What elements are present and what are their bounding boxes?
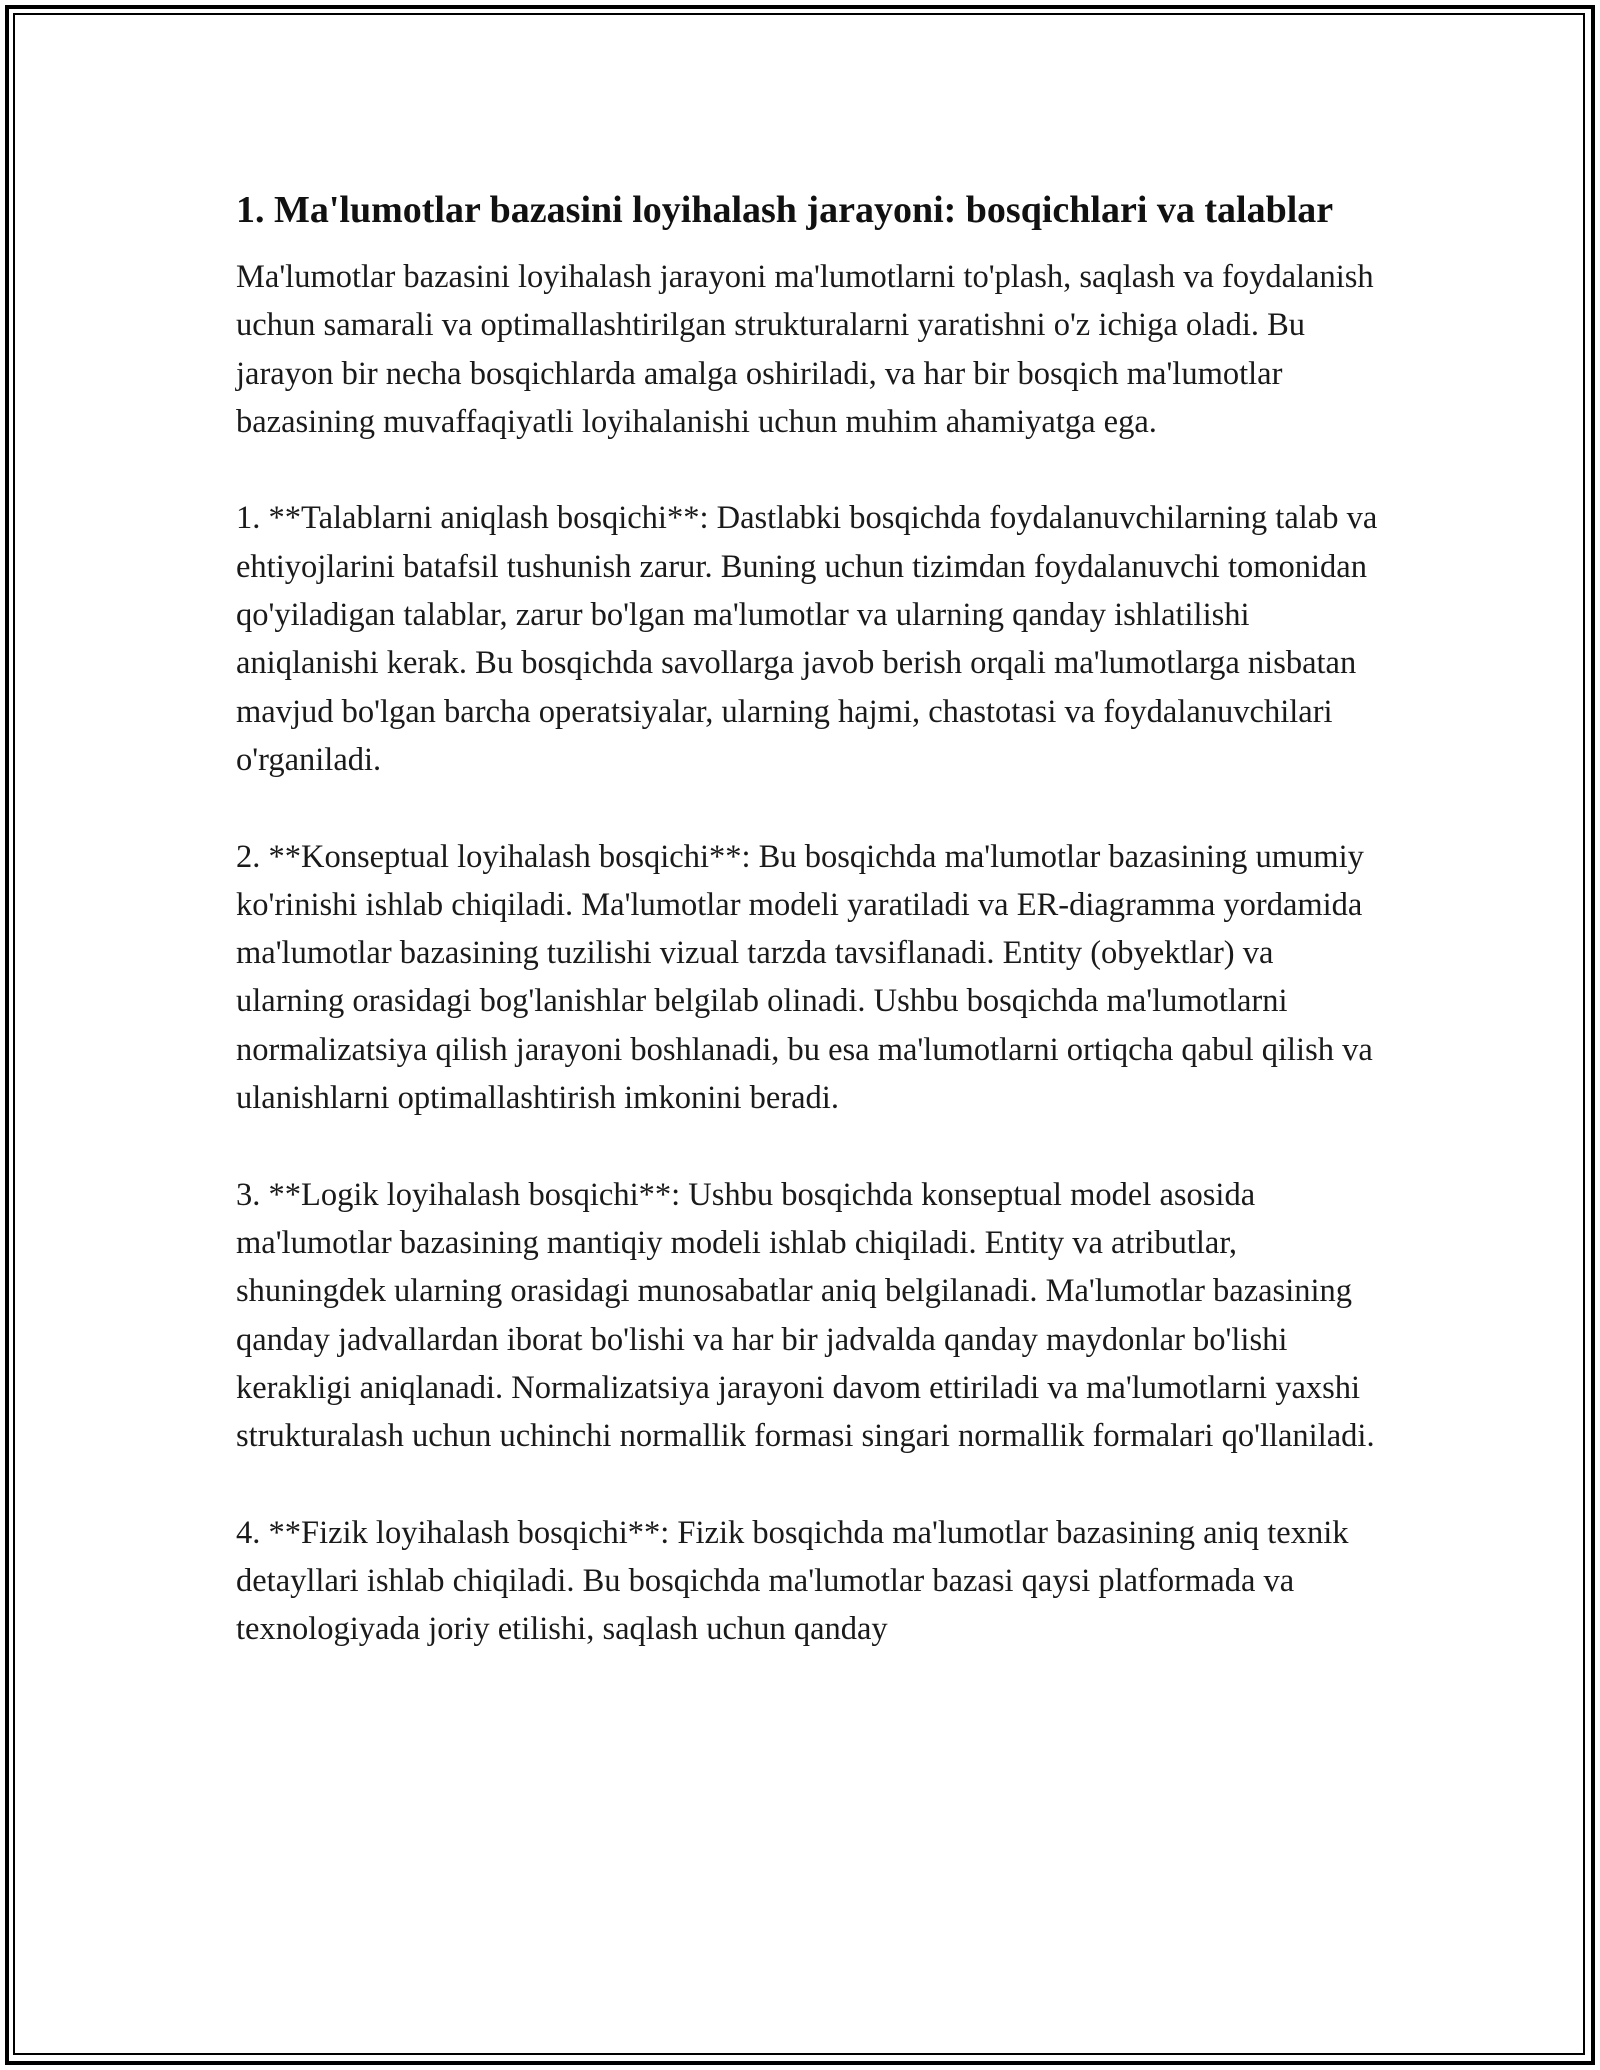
document-body (236, 183, 1386, 1654)
paragraph-step-4: 4. **Fizik loyihalash bosqichi**: Fizik bosqichda ma'lumotlar bazasining aniq texnik detayllari ishlab chiqiladi. Bu bosqichda ma'lumotlar bazasi qaysi platformada va texnologiyada joriy etilishi, saqlash uchun qanday (236, 1514, 1349, 1648)
paragraph-intro: Ma'lumotlar bazasini loyihalash jarayoni ma'lumotlarni to'plash, saqlash va foydalanish uchun samarali va optimallashtirilgan strukturalarni yaratishni o'z ichiga oladi. Bu jarayon bir necha bosqichlarda amalga oshiriladi, va har bir bosqich ma'lumotlar bazasining muvaffaqiyatli loyihalanishi uchun muhim ahamiyatga ega. (236, 259, 1374, 440)
paragraph-step-3: 3. **Logik loyihalash bosqichi**: Ushbu bosqichda konseptual model asosida ma'lumotlar bazasining mantiqiy modeli ishlab chiqiladi. Entity va atributlar, shuningdek ularning orasidagi munosabatlar aniq belgilanadi. Ma'lumotlar bazasining qanday jadvallardan iborat bo'lishi va har bir jadvalda qanday maydonlar bo'lishi kerakligi aniqlanadi. Normalizatsiya jarayoni davom ettiriladi va ma'lumotlarni yaxshi strukturalash uchun uchinchi normallik formasi singari normallik formalari qo'llaniladi. (236, 1176, 1375, 1455)
paragraph-step-2: 2. **Konseptual loyihalash bosqichi**: Bu bosqichda ma'lumotlar bazasining umumiy ko'rinishi ishlab chiqiladi. Ma'lumotlar modeli yaratiladi va ER-diagramma yordamida ma'lumotlar bazasining tuzilishi vizual tarzda tavsiflanadi. Entity (obyektlar) va ularning orasidagi bog'lanishlar belgilab olinadi. Ushbu bosqichda ma'lumotlarni normalizatsiya qilish jarayoni boshlanadi, bu esa ma'lumotlarni ortiqcha qabul qilish va ulanishlarni optimallashtirish imkonini beradi. (236, 838, 1373, 1117)
document-title: 1. Ma'lumotlar bazasini loyihalash jarayoni: bosqichlari va talablar (236, 189, 1334, 231)
paragraph-step-1: 1. **Talablarni aniqlash bosqichi**: Dastlabki bosqichda foydalanuvchilarning talab va ehtiyojlarini batafsil tushunish zarur. Buning uchun tizimdan foydalanuvchi tomonidan qo'yiladigan talablar, zarur bo'lgan ma'lumotlar va ularning qanday ishlatilishi aniqlanishi kerak. Bu bosqichda savollarga javob berish orqali ma'lumotlarga nisbatan mavjud bo'lgan barcha operatsiyalar, ularning hajmi, chastotasi va foydalanuvchilari o'rganiladi. (236, 500, 1378, 778)
